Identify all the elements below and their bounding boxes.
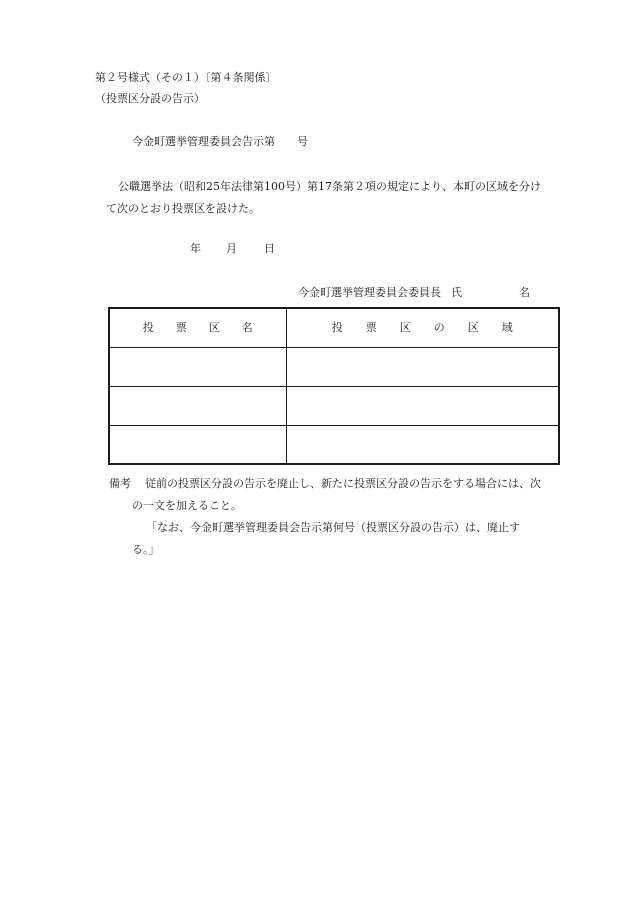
- table-cell-district-name: [109, 347, 286, 386]
- table-cell-district-name: [109, 425, 286, 464]
- date-day-label: 日: [264, 242, 275, 255]
- table-cell-district-area: [286, 347, 559, 386]
- signature-organization: 今金町選挙管理委員会委員長: [298, 286, 441, 299]
- notice-body-line-1: 公職選挙法（昭和25年法律第100号）第17条第２項の規定により、本町の区域を分け: [118, 180, 541, 193]
- table-cell-district-area: [286, 386, 559, 425]
- signature-line: [298, 287, 530, 298]
- polling-district-table: [108, 307, 560, 465]
- remarks-label: 備考: [109, 477, 131, 490]
- signature-given-name-label: 名: [519, 286, 530, 299]
- header-district-area: 投票区の区域: [286, 308, 559, 347]
- form-subtitle: （投票区分設の告示）: [95, 92, 205, 105]
- remarks-quote-line-1: 「なお、今金町選挙管理委員会告示第何号（投票区分設の告示）は、廃止す: [146, 521, 520, 534]
- table-cell-district-area: [286, 425, 559, 464]
- table-cell-district-name: [109, 386, 286, 425]
- table-row: [109, 386, 559, 425]
- table-row: [109, 347, 559, 386]
- table-row: [109, 425, 559, 464]
- form-number-label: 第２号様式（その１）〔第４条関係〕: [95, 71, 277, 84]
- date-line: [190, 243, 275, 254]
- header-district-name: 投票区名: [109, 308, 286, 347]
- remarks-line-1: 従前の投票区分設の告示を廃止し、新たに投票区分設の告示をする場合には、次: [145, 477, 541, 490]
- remarks-quote-line-2: る。」: [132, 543, 160, 556]
- remarks-line-2: の一文を加えること。: [132, 499, 242, 512]
- notice-title: 今金町選挙管理委員会告示第 号: [132, 135, 308, 148]
- table-header-row: [109, 308, 559, 347]
- signature-surname-label: 氏: [451, 286, 462, 299]
- notice-body-line-2: て次のとおり投票区を設けた。: [106, 202, 260, 215]
- date-year-label: 年: [190, 242, 201, 255]
- date-month-label: 月: [226, 242, 237, 255]
